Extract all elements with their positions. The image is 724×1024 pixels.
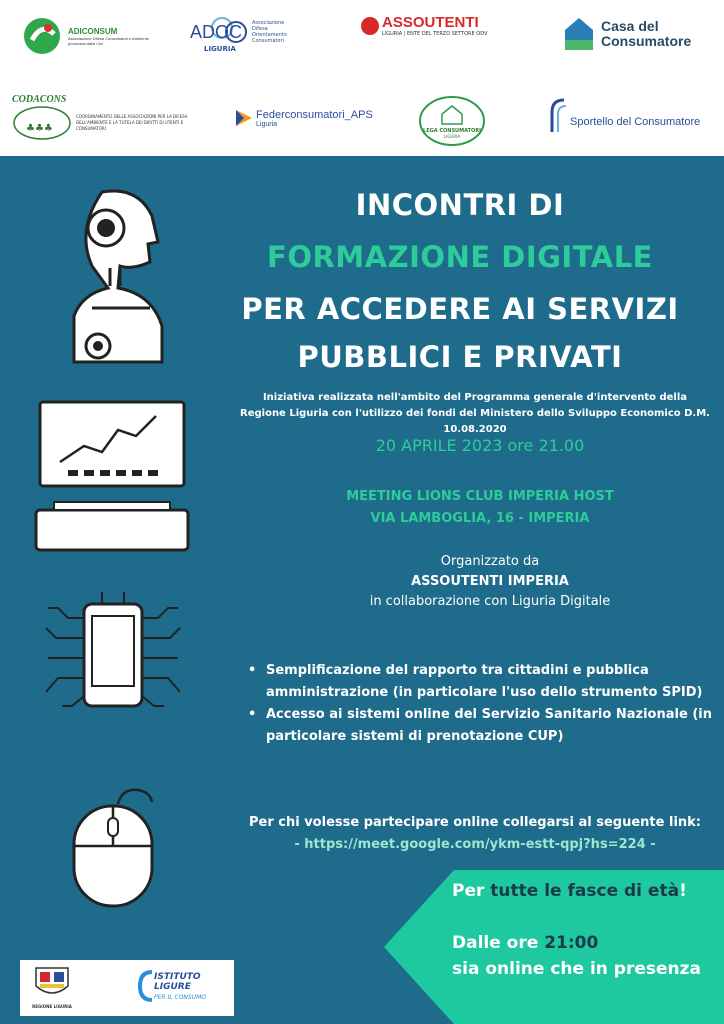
adoc-region: LIGURIA [204, 45, 236, 53]
assoutenti-subtitle: LIGURIA | ENTE DEL TERZO SETTORE ODV [382, 31, 488, 37]
venue-address: VIA LAMBOGLIA, 16 - IMPERIA [370, 511, 590, 526]
topic-text: Semplificazione del rapporto tra cittadini e pubblica amministrazione (in particolare l'uso dello strumento SPID) [266, 663, 703, 700]
sportello-arc-icon [548, 98, 570, 134]
regione-liguria-logo [26, 964, 78, 1009]
intro-text: Iniziativa realizzata nell'ambito del Programma generale d'intervento della Regione Liguria con l'utilizzo dei fondi del Ministero dello Sviluppo Economico D.M. 10.08.2020 [240, 392, 710, 435]
codacons-emblem-icon [12, 105, 72, 141]
adiconsum-name: ADICONSUM [68, 26, 118, 36]
organizer-collaboration: in collaborazione con Liguria Digitale [369, 594, 611, 609]
casa-del-consumatore-logo [563, 16, 691, 52]
bullet-dot-icon: • [248, 663, 257, 678]
list-item [248, 704, 712, 748]
organizer [310, 552, 670, 612]
callout-age-suffix: ! [679, 881, 687, 901]
header-logos [0, 0, 724, 156]
lega-name: LEGA CONSUMATORI [423, 127, 481, 134]
lega-consumatori-icon [416, 94, 488, 148]
codacons-logo [12, 94, 196, 141]
adoc-name: ADOC [190, 22, 243, 42]
computer-mouse-icon [70, 784, 166, 910]
lega-region: LIGURIA [443, 133, 461, 139]
adoc-logo [190, 12, 300, 52]
assoutenti-logo [360, 14, 487, 37]
organizer-label: Organizzato da [440, 554, 540, 569]
casa-name: Casa del Consumatore [601, 18, 692, 49]
codacons-name: CODACONS [12, 94, 67, 105]
robot-head-icon [62, 186, 172, 366]
meeting-link[interactable]: - https://meet.google.com/ykm-estt-qpj?hs=224 - [294, 837, 656, 852]
adiconsum-subtitle: Associazione Difesa Consumatori e Ambiente promossa dalla Cisl [68, 35, 149, 46]
lega-consumatori-logo [416, 94, 488, 148]
title-line-3: PER ACCEDERE AI SERVIZI [241, 292, 679, 326]
list-item [248, 660, 712, 704]
codacons-subtitle: COORDINAMENTO DELLE ASSOCIAZIONI PER LA DIFESA DELL'AMBIENTE E LA TUTELA DEI DIRITTI DI UTENTI E CONSUMATORI [76, 114, 188, 131]
title-line-4: PUBBLICI E PRIVATI [297, 340, 623, 374]
title-line-2: FORMAZIONE DIGITALE [267, 240, 653, 274]
sportello-logo [548, 98, 700, 134]
adoc-subtitle: Associazione Difesa Orientamento Consumatori [252, 20, 287, 44]
callout-age-main: tutte le fasce di età [490, 881, 680, 901]
event-date: 20 APRILE 2023 ore 21.00 [375, 436, 585, 455]
computer-chart-icon [32, 398, 192, 554]
federconsumatori-icon [234, 108, 254, 128]
venue-name: MEETING LIONS CLUB IMPERIA HOST [346, 489, 614, 504]
callout-age [452, 878, 712, 904]
federconsumatori-name: Federconsumatori_APS [256, 108, 373, 121]
callout-time-prefix: Dalle ore [452, 933, 545, 953]
federconsumatori-region: Liguria [256, 120, 278, 128]
sportello-name: Sportello del Consumatore [570, 116, 701, 128]
assoutenti-icon [360, 16, 380, 36]
istituto-c-icon [138, 968, 154, 1004]
casa-house-icon [563, 16, 595, 52]
smartphone-circuit-icon [38, 588, 188, 716]
title-line-1: INCONTRI DI [355, 188, 565, 222]
adiconsum-icon [22, 16, 62, 56]
callout-time-value: 21:00 [544, 933, 599, 953]
callout-time [452, 930, 712, 956]
callout-age-prefix: Per [452, 881, 491, 901]
organizer-name: ASSOUTENTI IMPERIA [411, 574, 569, 589]
online-text: Per chi volesse partecipare online collegarsi al seguente link: [248, 815, 702, 830]
adiconsum-logo [22, 16, 158, 56]
online-info [240, 812, 710, 856]
footer-logos [20, 960, 234, 1016]
regione-name: REGIONE LIGURIA [32, 1004, 72, 1009]
regione-shield-icon [32, 964, 72, 1000]
venue [300, 486, 660, 530]
topic-text: Accesso ai sistemi online del Servizio Sanitario Nazionale (in particolare sistemi di prenotazione CUP) [266, 707, 712, 744]
istituto-name: ISTITUTO LIGURE [154, 972, 201, 992]
svg-text:♣♣♣: ♣♣♣ [26, 123, 53, 134]
callout-text [452, 878, 712, 982]
topics-list [248, 660, 712, 748]
callout-mode: sia online che in presenza [452, 959, 701, 979]
federconsumatori-logo [234, 108, 373, 128]
bullet-dot-icon: • [248, 707, 257, 722]
istituto-sub: PER IL CONSUMO [154, 994, 207, 1001]
assoutenti-name: ASSOUTENTI [382, 14, 479, 31]
